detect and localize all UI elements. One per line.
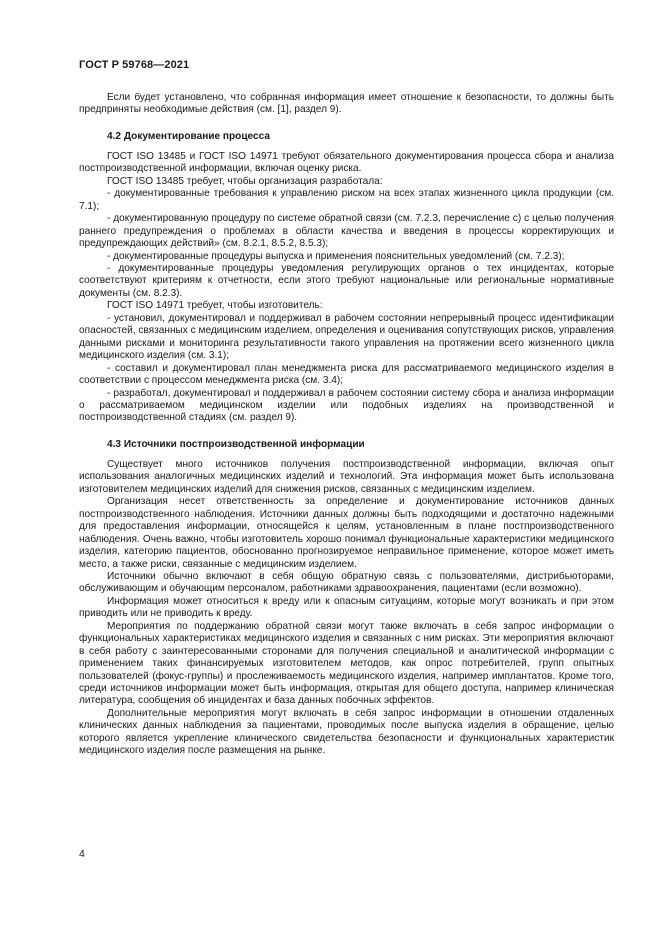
page-number: 4 bbox=[79, 848, 85, 860]
section-heading-4-3: 4.3 Источники постпроизводственной информации bbox=[107, 438, 365, 450]
list-item: - установил, документировал и поддерживал в рабочем состоянии непрерывный процесс идентификации опасностей, связанных с медицинским изделием, определения и оценивания сопутствующих рисков, управления данными рисками и мониторинга результативности такого управления на протяжении всего жизненного цикла медицинского изделия (см. 3.1); bbox=[79, 312, 614, 362]
paragraph: Информация может относиться к вреду или к опасным ситуациям, которые могут возникать и при этом приводить или не приводить к вреду. bbox=[79, 595, 614, 620]
list-item: - документированные требования к управлению риском на всех этапах жизненного цикла продукции (см. 7.1); bbox=[79, 188, 614, 212]
list-item: - разработал, документировал и поддерживал в рабочем состоянии систему сбора и анализа информации о рассматриваемом медицинском изделии или подобных изделиях на производственной и постпроизводственной стадиях (см. раздел 9). bbox=[79, 387, 614, 424]
list-item: - документированные процедуры выпуска и применения пояснительных уведомлений (см. 7.2.3); bbox=[107, 250, 565, 262]
paragraph: ГОСТ ISO 13485 и ГОСТ ISO 14971 требуют обязательного документирования процесса сбора и анализа постпроизводственной информации, включая оценку риска. bbox=[79, 150, 614, 175]
document-header: ГОСТ Р 59768—2021 bbox=[79, 59, 190, 71]
list-item: - составил и документировал план менеджмента риска для рассматриваемого медицинского изделия в соответствии с процессом менеджмента риска (см. 3.4); bbox=[79, 362, 614, 387]
list-item: - документированные процедуры уведомления регулирующих органов о тех инцидентах, которые соответствуют критериям к отчетности, если этого требуют национальные или региональные нормативные документы (см. 8.2.3). bbox=[79, 262, 614, 299]
page-body bbox=[79, 92, 614, 758]
paragraph: Мероприятия по поддержанию обратной связи могут также включать в себя запрос информации о функциональных характеристиках медицинского изделия и связанных с ним рисках. Эти мероприятия включают в себя работу с заинтересованными сторонами для получения специальной и аналитической информации с применением таких финансируемых изготовителем методов, как опрос потребителей, групп опытных пользователей (фокус-группы) и прослеживаемость медицинского изделия, например имплантатов. Кроме того, среди источников информации может быть информация, открытая для общего доступа, например клиническая литература, сообщения об инцидентах и база данных побочных эффектов. bbox=[79, 620, 614, 707]
paragraph: Организация несет ответственность за определение и документирование источников данных постпроизводственного наблюдения. Источники данных должны быть подходящими и достаточно надежными для предоставления информации, относящейся к целям, установленным в плане постпроизводственного наблюдения. Очень важно, чтобы изготовитель хорошо понимал функциональные характеристики медицинского изделия, категорию пациентов, обоснованно прогнозируемое неправильное применение, которое может иметь место, а также риски, связанные с медицинским изделием. bbox=[79, 496, 614, 570]
paragraph: ГОСТ ISO 14971 требует, чтобы изготовитель: bbox=[107, 300, 323, 312]
paragraph: Источники обычно включают в себя общую обратную связь с пользователями, дистрибьюторами, обслуживающим и обучающим персоналом, работниками здравоохранения, пациентами (если возможно). bbox=[79, 570, 614, 595]
section-heading-4-2: 4.2 Документирование процесса bbox=[107, 130, 270, 142]
paragraph: Дополнительные мероприятия могут включать в себя запрос информации в отношении отдаленных клинических данных наблюдения за пациентами, проводимых после выпуска изделия в обращение, целью которого является укрепление клинического свидетельства безопасности и функциональных характеристик медицинского изделия после размещения на рынке. bbox=[79, 707, 614, 757]
paragraph: ГОСТ ISO 13485 требует, чтобы организация разработала: bbox=[107, 175, 383, 187]
paragraph: Существует много источников получения постпроизводственной информации, включая опыт использования аналогичных медицинских изделий и технологий. Эта информация может быть использована изготовителем медицинских изделий для снижения рисков, связанных с медицинским изделием. bbox=[79, 458, 614, 495]
intro-paragraph: Если будет установлено, что собранная информация имеет отношение к безопасности, то должны быть предприняты необходимые действия (см. [1], раздел 9). bbox=[79, 92, 614, 116]
list-item: - документированную процедуру по системе обратной связи (см. 7.2.3, перечисление с) с целью получения раннего предупреждения о проблемах в области качества и введения в процессы корректирующих и предупреждающих действий» (см. 8.2.1, 8.5.2, 8.5.3); bbox=[79, 213, 614, 250]
